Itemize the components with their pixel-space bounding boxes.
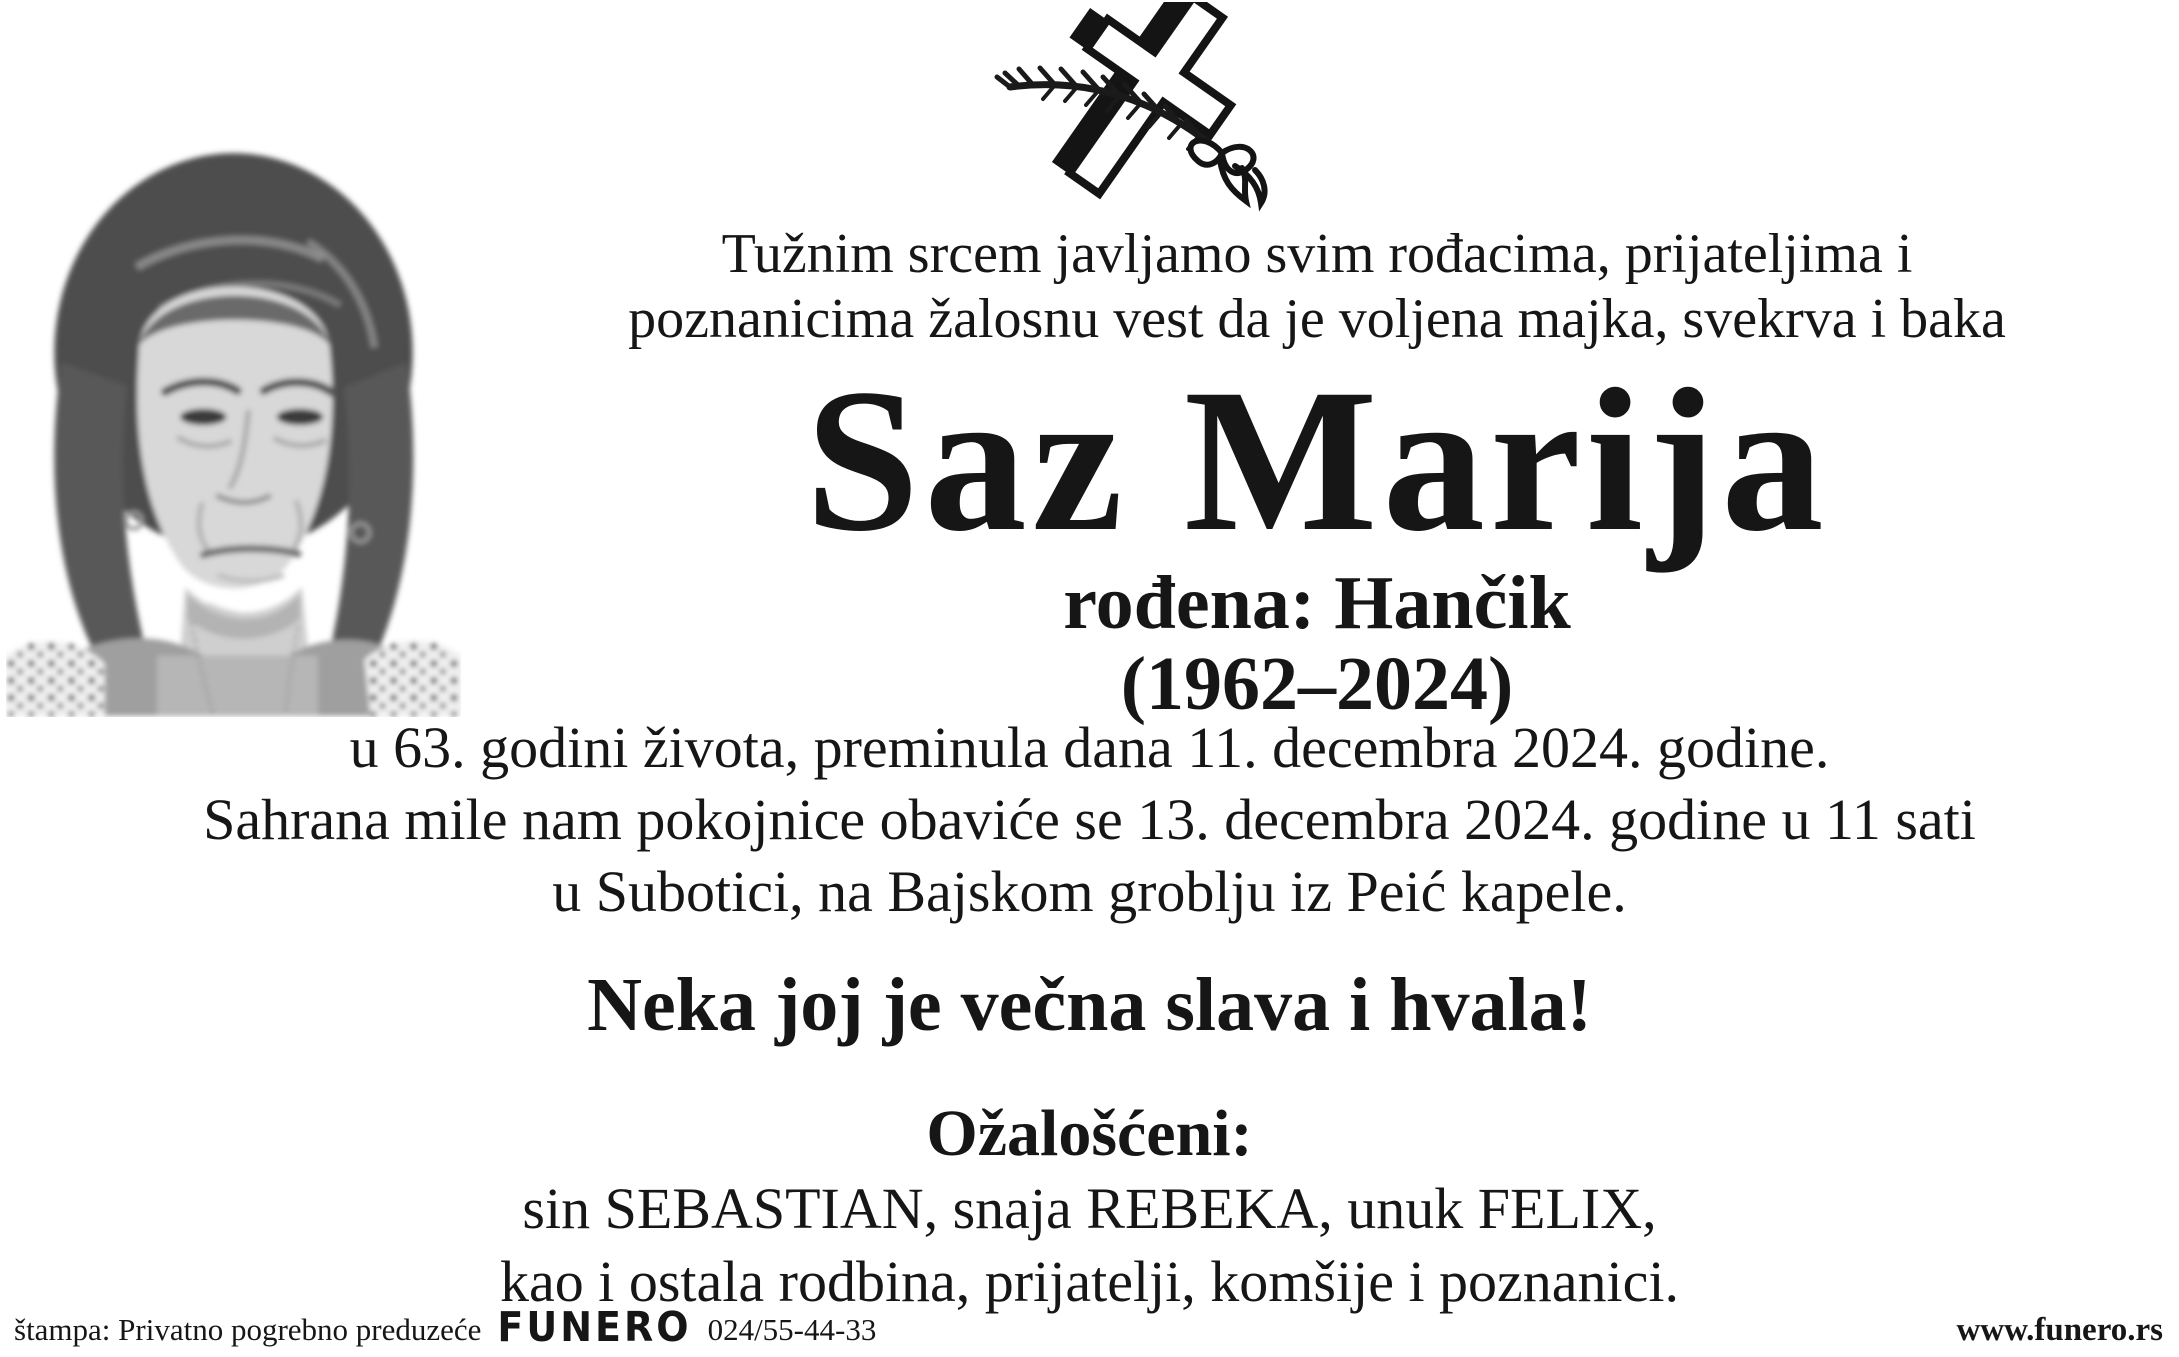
deceased-name: Saz Marija [805,347,1829,574]
intro-paragraph [455,222,2179,352]
funero-logo: FUNERO [497,1303,692,1351]
portrait-photo [6,145,461,717]
cross-and-palm-icon [975,2,1365,214]
intro-line-1: Tužnim srcem javljamo svim rođacima, prijateljima i [721,223,1913,285]
mourners-heading: Ožalošćeni: [926,1097,1253,1170]
life-years: (1962–2024) [1120,642,1514,726]
funeral-line-1: Sahrana mile nam pokojnice obaviće se 13. decembra 2024. godine u 11 sati [203,787,1976,852]
funeral-line-2: u Subotici, na Bajskom groblju iz Peić kapele. [552,859,1627,924]
mourners-list [0,1172,2179,1318]
print-label: štampa: Privatno pogrebno preduzeće [14,1312,482,1347]
announcement-block [455,222,2179,724]
print-info [14,1305,876,1349]
tribute-line: Neka joj je večna slava i hvala! [587,963,1592,1047]
phone-number: 024/55-44-33 [707,1312,877,1347]
mourners-line-1: sin SEBASTIAN, snaja REBEKA, unuk FELIX, [522,1176,1657,1241]
funeral-details [0,712,2179,928]
death-line: u 63. godini života, preminula dana 11. decembra 2024. godine. [349,715,1830,780]
mourners-line-2: kao i ostala rodbina, prijatelji, komšije i poznanici. [499,1249,1680,1314]
maiden-name: rođena: Hančik [1063,561,1571,645]
website-url: www.funero.rs [1956,1312,2163,1348]
intro-line-2: poznanicima žalosnu vest da je voljena majka, svekrva i baka [628,288,2006,350]
